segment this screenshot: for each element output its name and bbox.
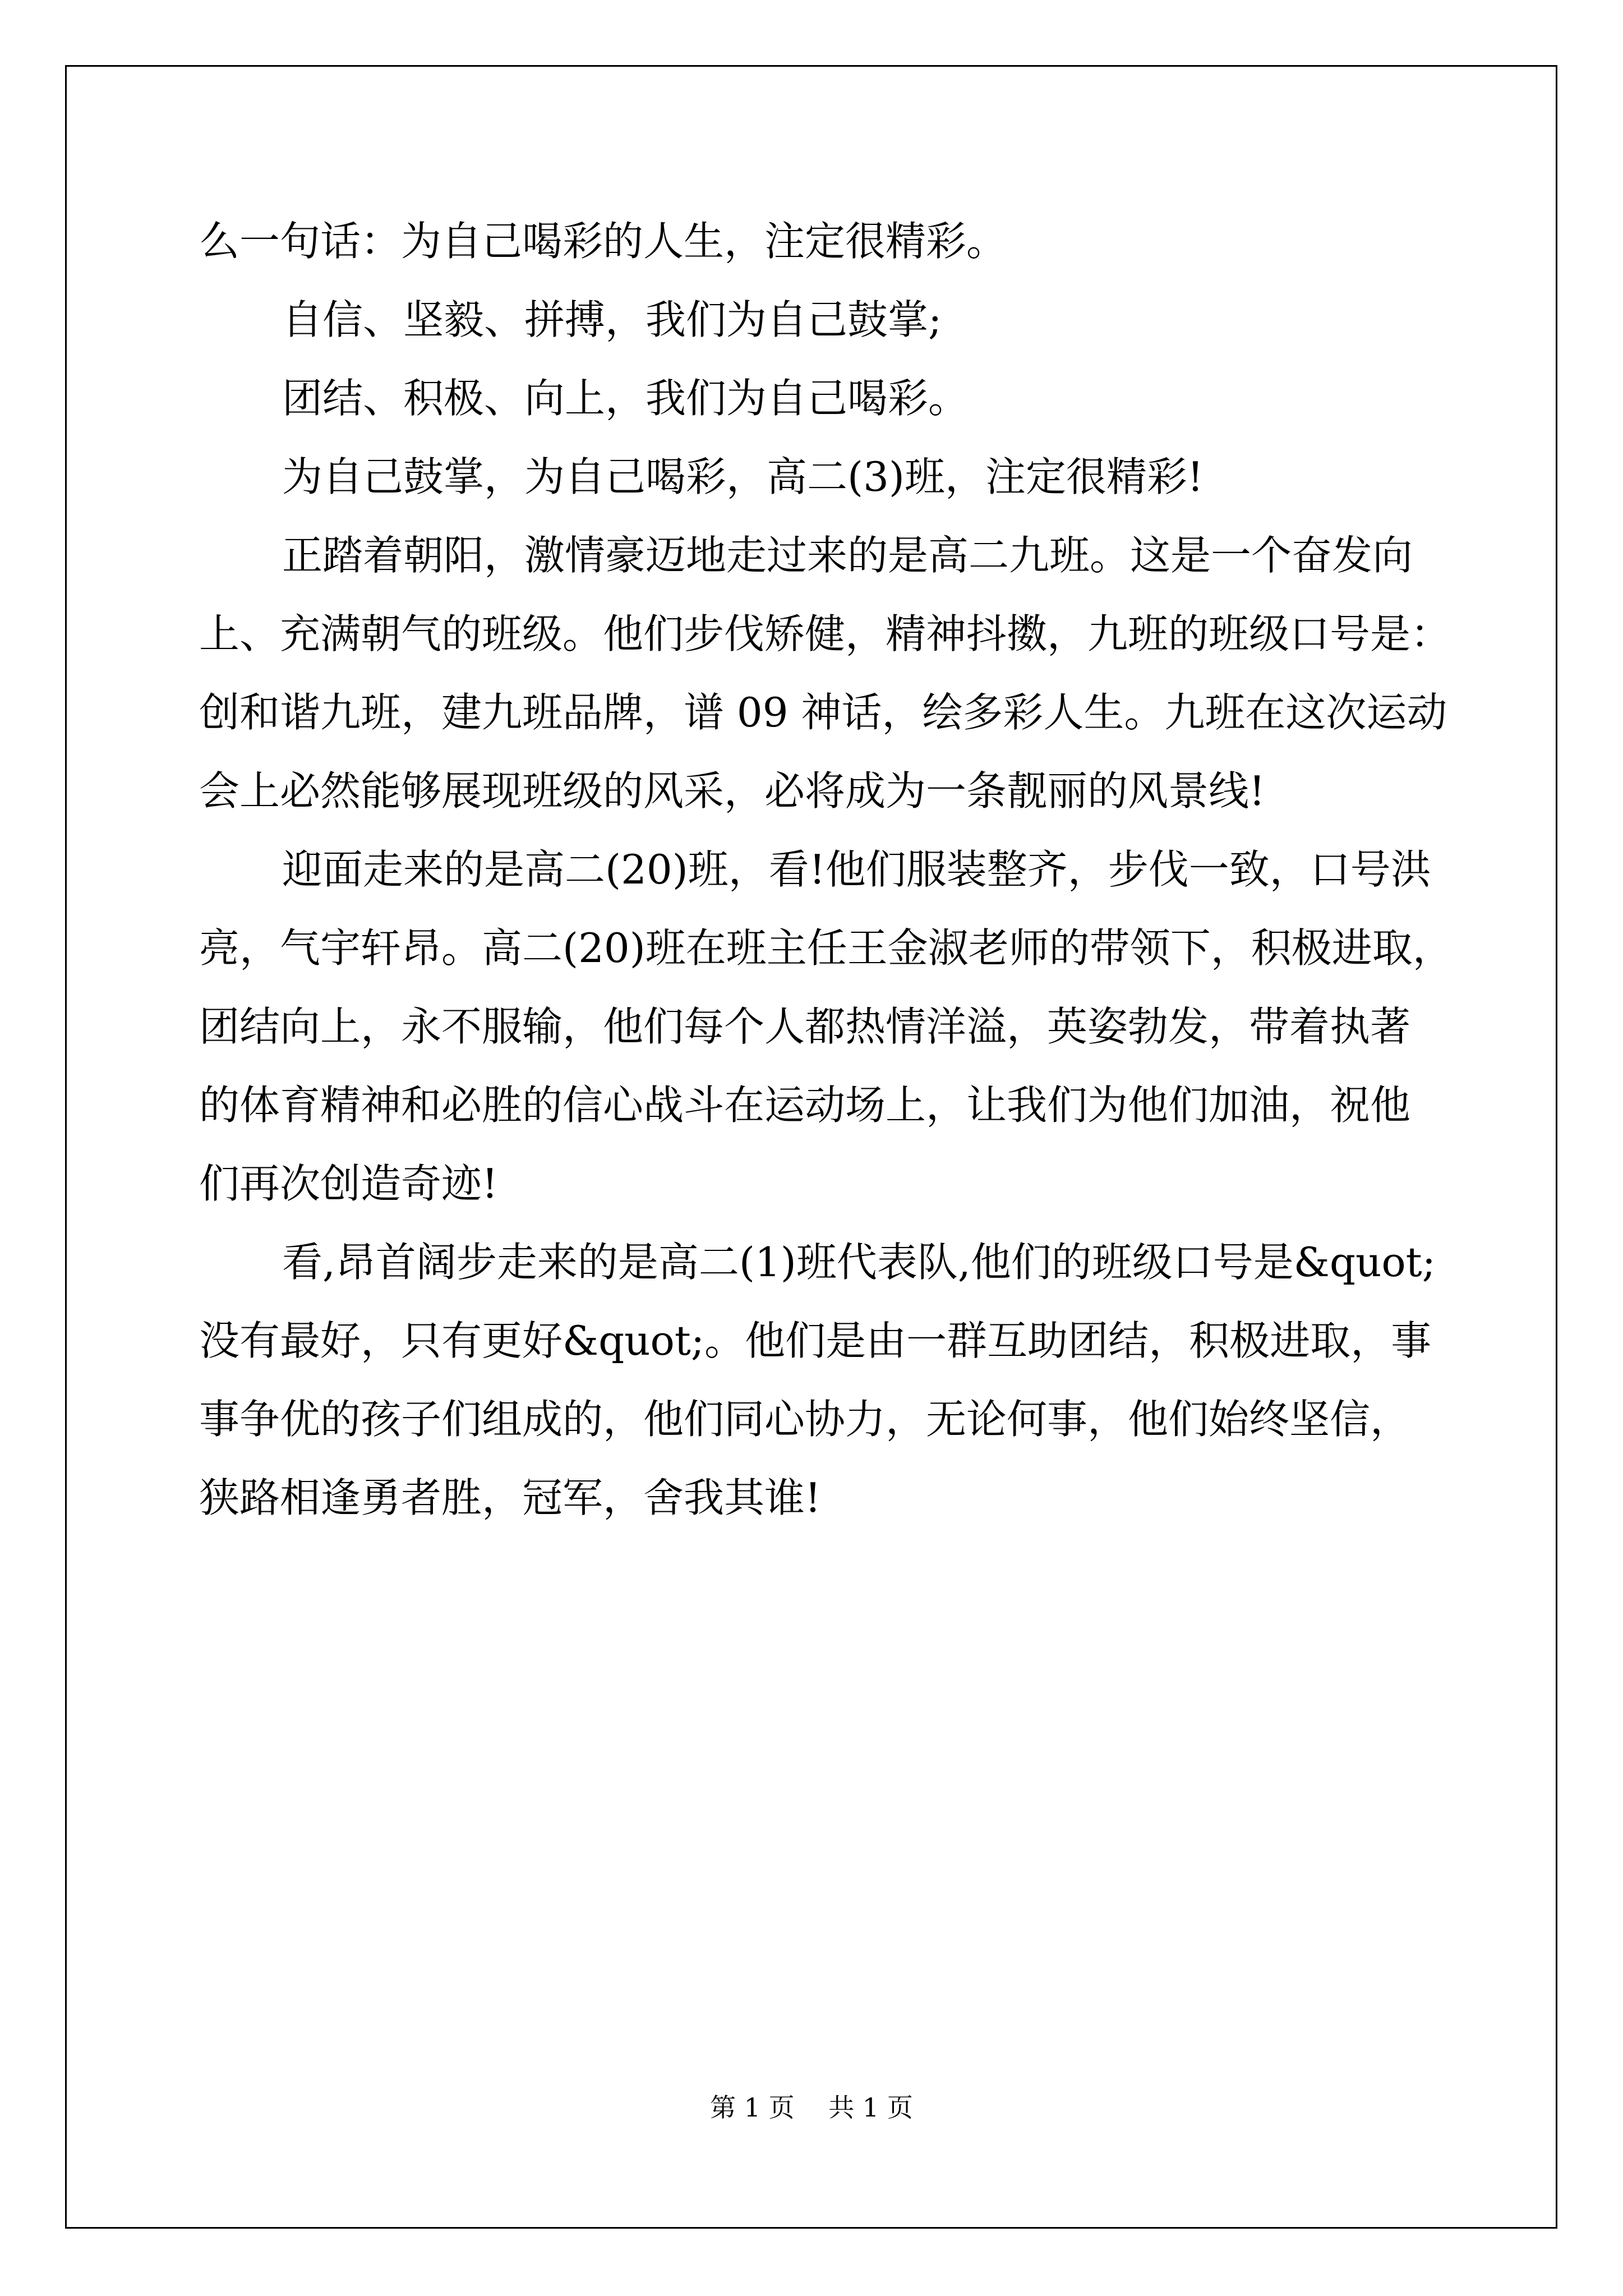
text-line: 迎面走来的是高二(20)班，看!他们服装整齐，步伐一致，口号洪 (282, 846, 1431, 893)
text-line: 们再次创造奇迹! (199, 1160, 498, 1207)
text-line: 自信、坚毅、拼搏，我们为自己鼓掌; (282, 296, 942, 343)
text-line: 团结向上，永不服输，他们每个人都热情洋溢，英姿勃发，带着执著 (199, 1003, 1411, 1050)
text-line: 没有最好，只有更好&quot;。他们是由一群互助团结，积极进取，事 (199, 1317, 1432, 1364)
text-line: 看,昂首阔步走来的是高二(1)班代表队,他们的班级口号是&quot; (282, 1239, 1436, 1286)
text-line: 么一句话：为自己喝彩的人生，注定很精彩。 (199, 218, 1007, 265)
text-line: 团结、积极、向上，我们为自己喝彩。 (282, 375, 969, 422)
text-line: 上、充满朝气的班级。他们步伐矫健，精神抖擞，九班的班级口号是： (199, 610, 1451, 657)
text-line: 会上必然能够展现班级的风采，必将成为一条靓丽的风景线! (199, 767, 1265, 815)
text-line: 创和谐九班，建九班品牌，谱 09 神话，绘多彩人生。九班在这次运动 (199, 689, 1447, 736)
text-line: 亮，气宇轩昂。高二(20)班在班主任王金淑老师的带领下，积极进取， (199, 924, 1453, 972)
text-line: 为自己鼓掌，为自己喝彩，高二(3)班，注定很精彩! (282, 453, 1204, 500)
text-line: 正踏着朝阳，激情豪迈地走过来的是高二九班。这是一个奋发向 (282, 532, 1413, 579)
text-line: 的体育精神和必胜的信心战斗在运动场上，让我们为他们加油，祝他 (199, 1082, 1411, 1129)
text-line: 狭路相逢勇者胜，冠军，舍我其谁! (199, 1474, 821, 1521)
text-line: 事争优的孩子们组成的，他们同心协力，无论何事，他们始终坚信， (199, 1396, 1411, 1443)
page-number-footer: 第 1 页 共 1 页 (710, 2092, 913, 2123)
